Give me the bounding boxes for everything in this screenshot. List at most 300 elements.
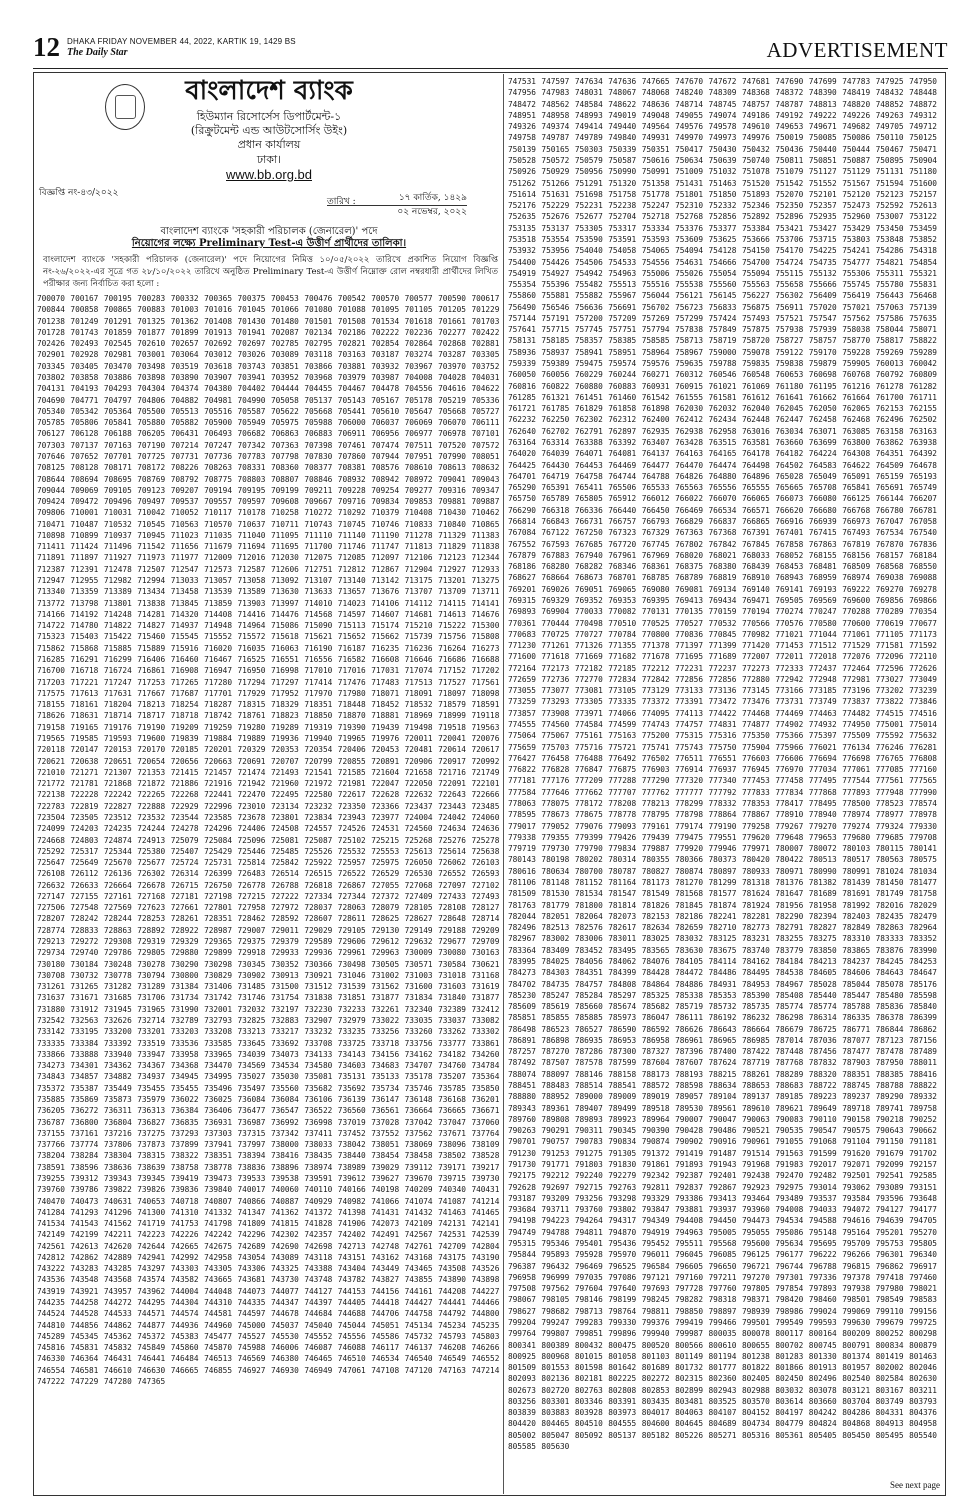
- roll-number: 750471: [909, 144, 937, 154]
- roll-number: 745134: [404, 1320, 433, 1330]
- roll-number: 788261: [741, 1069, 770, 1079]
- roll-number: 794008: [775, 1205, 804, 1215]
- roll-number: 767819: [842, 539, 871, 549]
- roll-number: 791068: [808, 1137, 837, 1147]
- roll-number: 795005: [708, 1227, 737, 1237]
- roll-number: 729011: [270, 925, 299, 935]
- roll-number: 760768: [842, 370, 871, 380]
- roll-number: 738528: [471, 1151, 500, 1161]
- roll-number: 734857: [70, 1072, 99, 1082]
- roll-number: 749712: [909, 122, 937, 132]
- roll-number: 754556: [641, 257, 670, 267]
- roll-number: 728714: [471, 914, 500, 924]
- roll-number: 702697: [237, 339, 266, 349]
- roll-number: 732793: [204, 1016, 232, 1025]
- roll-number: 716724: [103, 666, 132, 676]
- roll-number: 755482: [574, 280, 603, 290]
- roll-number: 768785: [641, 573, 670, 583]
- roll-number: 765506: [608, 483, 637, 493]
- roll-number: 729029: [304, 925, 333, 935]
- roll-number: 717631: [103, 688, 132, 698]
- roll-number: 784864: [641, 979, 670, 989]
- roll-number: 770361: [508, 618, 536, 628]
- roll-number: 738454: [371, 1151, 400, 1161]
- roll-number: 777160: [909, 765, 937, 775]
- roll-number: 754150: [741, 246, 770, 256]
- roll-number: 728105: [404, 903, 433, 913]
- roll-number: 750417: [675, 144, 703, 154]
- website-link[interactable]: www.bb.org.bd: [226, 167, 312, 182]
- roll-number: 788289: [775, 1069, 804, 1079]
- roll-number: 799593: [808, 1317, 837, 1327]
- roll-number: 776606: [775, 753, 804, 763]
- roll-number: 740807: [204, 1196, 232, 1206]
- roll-number: 797562: [541, 1284, 570, 1294]
- roll-number: 781318: [741, 877, 770, 887]
- roll-number: 754128: [708, 246, 737, 256]
- roll-number: 713801: [103, 598, 132, 608]
- roll-number: 781624: [741, 889, 770, 899]
- roll-number: 776937: [708, 765, 737, 775]
- roll-number: 761216: [842, 381, 871, 391]
- roll-number: 757635: [909, 313, 937, 323]
- roll-number: 783865: [842, 945, 871, 955]
- roll-number: 745556: [337, 1331, 366, 1341]
- roll-number: 793209: [541, 1193, 570, 1203]
- roll-number: 742620: [103, 1241, 132, 1251]
- roll-number: 745732: [404, 1331, 433, 1341]
- roll-number: 701238: [37, 316, 65, 326]
- roll-number: 704981: [204, 395, 232, 405]
- roll-number: 750436: [775, 144, 804, 154]
- roll-number: 778977: [875, 810, 904, 820]
- roll-number: 746117: [371, 1343, 400, 1353]
- roll-number: 788011: [909, 1058, 937, 1068]
- roll-number: 740653: [137, 1196, 166, 1206]
- roll-number: 758185: [541, 336, 570, 346]
- roll-number: 732412: [471, 1004, 500, 1014]
- roll-number: 757200: [574, 313, 603, 323]
- roll-number: 744684: [304, 1309, 333, 1319]
- roll-number: 725102: [337, 835, 366, 845]
- roll-number: 729805: [137, 948, 166, 958]
- roll-number: 708128: [70, 463, 99, 473]
- roll-number: 786111: [675, 1013, 703, 1023]
- roll-number: 702868: [438, 339, 466, 349]
- roll-number: 765049: [808, 471, 837, 481]
- roll-number: 716908: [170, 666, 199, 676]
- roll-number: 799204: [508, 1317, 536, 1327]
- roll-number: 789223: [808, 1092, 837, 1102]
- roll-number: 782290: [775, 911, 804, 921]
- roll-number: 771044: [808, 629, 837, 639]
- roll-number: 793847: [641, 1205, 670, 1215]
- roll-number: 798146: [574, 1295, 603, 1305]
- roll-number: 768052: [775, 550, 804, 560]
- roll-number: 779946: [708, 844, 737, 854]
- roll-number: 772011: [775, 652, 804, 662]
- roll-number: 783310: [842, 934, 871, 944]
- roll-number: 756419: [842, 291, 871, 301]
- roll-number: 721010: [37, 767, 65, 777]
- roll-number: 727548: [70, 903, 99, 913]
- roll-number: 770600: [842, 618, 871, 628]
- roll-number: 786626: [675, 1024, 703, 1034]
- roll-number: 737671: [438, 1128, 466, 1138]
- roll-number: 700195: [103, 294, 132, 303]
- roll-number: 773259: [508, 697, 536, 707]
- roll-number: 733195: [70, 1027, 99, 1037]
- roll-number: 778299: [675, 799, 703, 808]
- roll-number: 746665: [170, 1365, 199, 1375]
- roll-number: 769026: [541, 584, 570, 594]
- roll-number: 733947: [137, 1049, 166, 1059]
- roll-number: 767720: [608, 539, 637, 549]
- roll-number: 746610: [103, 1365, 132, 1375]
- roll-number: 767363: [675, 528, 703, 538]
- roll-number: 775750: [708, 742, 737, 752]
- roll-number: 744466: [471, 1298, 500, 1308]
- roll-number: 757424: [708, 313, 737, 323]
- roll-number: 736084: [237, 1094, 266, 1104]
- roll-number: 786643: [708, 1024, 737, 1034]
- roll-number: 776694: [808, 753, 837, 763]
- roll-number: 781992: [842, 900, 871, 910]
- roll-number: 720614: [438, 745, 466, 755]
- roll-number: 775659: [508, 742, 536, 752]
- roll-number: 731834: [404, 993, 433, 1003]
- roll-number: 780115: [875, 844, 904, 854]
- roll-number: 778864: [708, 810, 737, 820]
- roll-number: 715756: [438, 632, 466, 642]
- roll-number: 734367: [137, 1061, 166, 1071]
- roll-number: 720406: [337, 745, 366, 755]
- roll-number: 740209: [404, 1185, 433, 1195]
- roll-number: 714106: [371, 598, 400, 608]
- roll-number: 716285: [37, 655, 65, 664]
- roll-number: 749312: [909, 110, 937, 120]
- roll-number: 788146: [574, 1069, 603, 1079]
- roll-number: 734569: [237, 1061, 266, 1071]
- roll-number: 746441: [137, 1354, 166, 1364]
- roll-number: 737941: [204, 1140, 232, 1150]
- roll-number: 749976: [741, 133, 770, 143]
- roll-number: 784643: [875, 968, 904, 978]
- roll-number: 795086: [775, 1227, 804, 1237]
- roll-number: 743748: [304, 1275, 333, 1285]
- roll-number: 783364: [508, 945, 536, 955]
- roll-number: 762040: [741, 404, 770, 414]
- roll-number: 763034: [775, 426, 804, 436]
- roll-number: 792763: [608, 1182, 637, 1192]
- roll-number: 751129: [842, 167, 871, 177]
- roll-number: 762045: [775, 404, 804, 414]
- roll-number: 775743: [675, 742, 703, 752]
- roll-number: 796525: [608, 1261, 637, 1271]
- roll-number: 715621: [304, 632, 333, 642]
- roll-number: 787300: [608, 1047, 637, 1057]
- roll-number: 773908: [541, 708, 570, 718]
- roll-number: 720185: [170, 745, 199, 755]
- roll-number: 750579: [574, 155, 603, 165]
- roll-number: 769141: [775, 584, 804, 594]
- roll-number: 745289: [37, 1331, 65, 1341]
- roll-number: 726112: [70, 869, 99, 879]
- roll-number: 729272: [70, 937, 99, 947]
- roll-number: 738351: [204, 1151, 232, 1161]
- roll-number: 703064: [170, 350, 199, 360]
- roll-number: 772273: [741, 663, 770, 673]
- roll-number: 728253: [137, 914, 166, 924]
- roll-number: 753377: [708, 223, 737, 233]
- roll-number: 710042: [137, 508, 166, 518]
- roll-number: 720656: [170, 756, 199, 766]
- roll-number: 769893: [508, 607, 536, 617]
- roll-number: 745345: [70, 1331, 99, 1341]
- roll-number: 735207: [438, 1072, 466, 1082]
- roll-number: 730800: [170, 970, 199, 980]
- roll-number: 782241: [708, 911, 737, 921]
- roll-number: 769315: [508, 595, 536, 605]
- roll-number: 785447: [842, 990, 871, 1000]
- roll-number: 799156: [909, 1306, 937, 1316]
- roll-number: 728244: [103, 914, 132, 924]
- roll-number: 722632: [404, 790, 433, 800]
- roll-number: 723134: [270, 801, 299, 811]
- roll-number: 733725: [337, 1038, 366, 1048]
- roll-number: 734945: [170, 1072, 199, 1082]
- roll-number: 731003: [404, 970, 433, 980]
- roll-number: 751801: [675, 189, 703, 199]
- roll-number: 793413: [708, 1193, 737, 1203]
- roll-number: 716686: [438, 655, 466, 664]
- roll-number: 772948: [808, 674, 837, 684]
- roll-number: 725647: [37, 858, 65, 868]
- roll-number: 743285: [103, 1264, 132, 1274]
- roll-number: 803167: [875, 1385, 904, 1395]
- roll-number: 737774: [70, 1140, 99, 1150]
- roll-number: 761021: [708, 381, 737, 391]
- roll-number: 731840: [438, 993, 466, 1003]
- roll-number: 731742: [204, 993, 232, 1003]
- roll-number: 752856: [708, 212, 737, 222]
- wing-name: (রিক্রুটমেন্ট এন্ড আউটসোর্সিং উইং): [190, 124, 348, 137]
- roll-number: 738778: [204, 1162, 232, 1172]
- roll-number: 736272: [70, 1106, 99, 1116]
- roll-number: 791599: [808, 1148, 837, 1158]
- roll-number: 703618: [204, 361, 232, 371]
- roll-number: 751614: [508, 189, 536, 199]
- roll-number: 709044: [37, 485, 65, 495]
- roll-number: 767084: [508, 528, 536, 538]
- roll-number: 803391: [608, 1396, 637, 1406]
- roll-number: 784245: [875, 956, 904, 966]
- roll-number: 735455: [137, 1083, 166, 1093]
- roll-number: 800252: [875, 1329, 904, 1339]
- roll-number: 763515: [708, 438, 737, 447]
- roll-number: 769856: [875, 595, 904, 605]
- roll-number: 737766: [37, 1140, 65, 1150]
- see-next-page: See next page: [890, 1480, 940, 1490]
- roll-number: 801866: [775, 1363, 804, 1373]
- roll-number: 742131: [438, 1219, 466, 1229]
- roll-number: 748068: [641, 88, 670, 98]
- roll-number: 790757: [541, 1137, 570, 1147]
- roll-number: 758951: [608, 347, 637, 357]
- date-label: তারিখ :: [327, 197, 356, 207]
- roll-number: 786965: [708, 1035, 737, 1045]
- roll-number: 746552: [471, 1354, 500, 1364]
- roll-number: 702901: [37, 350, 65, 360]
- roll-number: 733861: [471, 1038, 500, 1048]
- roll-number: 713201: [438, 576, 466, 586]
- roll-number: 718969: [404, 711, 433, 721]
- roll-number: 738304: [103, 1151, 132, 1161]
- roll-number: 767058: [909, 516, 937, 526]
- roll-number: 782634: [641, 923, 670, 933]
- roll-number: 754318: [909, 246, 937, 256]
- roll-number: 743568: [103, 1275, 132, 1285]
- roll-number: 723505: [70, 812, 99, 822]
- roll-number: 716299: [103, 655, 132, 664]
- roll-number: 785480: [875, 990, 904, 1000]
- roll-number: 703752: [471, 361, 500, 371]
- roll-number: 742357: [304, 1230, 333, 1240]
- roll-number: 760653: [775, 370, 804, 380]
- roll-number: 783006: [574, 934, 603, 944]
- roll-number: 804734: [741, 1419, 770, 1429]
- roll-number: 743222: [37, 1264, 65, 1274]
- roll-number: 729880: [170, 948, 199, 958]
- roll-number: 706956: [371, 429, 400, 439]
- roll-number: 743388: [304, 1264, 333, 1274]
- roll-number: 703345: [37, 361, 65, 371]
- roll-number: 701534: [371, 316, 400, 326]
- roll-number: 708172: [137, 463, 166, 473]
- date-bangla: ১৭ কার্তিক, ১৪২৯: [327, 192, 467, 206]
- roll-number: 797378: [842, 1272, 871, 1282]
- roll-number: 702821: [337, 339, 366, 349]
- roll-number: 798549: [875, 1295, 904, 1305]
- roll-number: 805047: [541, 1430, 570, 1440]
- roll-number: 743827: [371, 1275, 400, 1285]
- roll-number: 709497: [137, 497, 166, 507]
- roll-number: 750086: [842, 133, 871, 143]
- roll-number: 793386: [675, 1193, 703, 1203]
- subject-line-2: নিয়োগের লক্ষ্যে Preliminary Test-এ উত্তীর্ণ প্রার্থীদের তালিকা।: [131, 238, 407, 249]
- roll-number: 741465: [471, 1207, 500, 1217]
- roll-number: 797160: [675, 1272, 703, 1282]
- roll-number: 733519: [137, 1038, 166, 1048]
- roll-number: 711927: [103, 553, 132, 563]
- roll-number: 729786: [103, 948, 132, 958]
- roll-number: 751520: [741, 178, 770, 188]
- roll-number: 703967: [404, 361, 433, 371]
- roll-number: 736671: [471, 1106, 500, 1116]
- roll-number: 749671: [808, 122, 837, 132]
- roll-number: 744441: [438, 1298, 466, 1308]
- roll-number: 766837: [708, 516, 737, 526]
- roll-number: 752613: [909, 201, 937, 211]
- roll-number: 703970: [438, 361, 466, 371]
- roll-number: 770082: [608, 607, 637, 617]
- roll-number: 738591: [37, 1162, 65, 1172]
- roll-number: 720353: [270, 745, 299, 755]
- roll-number: 796862: [875, 1261, 904, 1271]
- roll-number: 789137: [741, 1092, 770, 1102]
- roll-number: 714408: [204, 609, 232, 619]
- roll-number: 793062: [842, 1182, 871, 1192]
- roll-number: 749973: [708, 133, 737, 143]
- roll-number: 753376: [675, 223, 703, 233]
- roll-number: 716718: [70, 666, 99, 676]
- roll-number: 802315: [675, 1374, 703, 1384]
- roll-number: 706205: [137, 429, 166, 439]
- roll-number: 783495: [608, 945, 637, 955]
- roll-number: 779338: [508, 832, 536, 842]
- roll-number: 740340: [438, 1185, 466, 1195]
- roll-number: 789923: [608, 1114, 637, 1124]
- roll-number: 712097: [371, 553, 400, 563]
- roll-number: 783352: [909, 934, 937, 944]
- roll-number: 773731: [775, 697, 804, 707]
- roll-number: 800389: [541, 1340, 570, 1350]
- roll-number: 802988: [741, 1385, 770, 1395]
- roll-number: 754094: [675, 246, 703, 256]
- roll-number: 791679: [875, 1148, 904, 1158]
- roll-number: 793684: [508, 1205, 536, 1215]
- roll-number: 802899: [675, 1385, 703, 1395]
- roll-number: 746380: [270, 1354, 299, 1364]
- roll-number: 751079: [775, 167, 804, 177]
- roll-number: 773055: [508, 686, 536, 696]
- roll-number: 741906: [337, 1219, 366, 1229]
- roll-number: 791620: [842, 1148, 871, 1158]
- roll-number: 788193: [675, 1069, 703, 1079]
- roll-number: 777893: [842, 787, 871, 797]
- roll-number: 793537: [808, 1193, 837, 1203]
- roll-number: 766469: [675, 505, 703, 515]
- roll-number: 787448: [775, 1047, 804, 1057]
- roll-number: 803973: [608, 1408, 637, 1418]
- roll-number: 707951: [404, 451, 433, 461]
- roll-number: 802808: [608, 1385, 637, 1395]
- roll-number: 803839: [508, 1408, 536, 1418]
- roll-number: 744706: [371, 1309, 400, 1319]
- roll-number: 791771: [541, 1160, 570, 1169]
- roll-number: 736787: [37, 1117, 65, 1127]
- roll-number: 776903: [641, 765, 670, 775]
- roll-number: 738204: [37, 1151, 65, 1161]
- roll-number: 798460: [808, 1295, 837, 1305]
- roll-number: 736992: [270, 1117, 299, 1127]
- roll-number: 708576: [371, 463, 400, 473]
- roll-number: 801238: [741, 1351, 770, 1361]
- roll-number: 727181: [170, 891, 199, 901]
- roll-number: 763164: [508, 438, 536, 447]
- roll-number: 743782: [337, 1275, 366, 1285]
- roll-number: 781450: [875, 877, 904, 887]
- roll-number: 767845: [741, 539, 770, 549]
- roll-number: 804063: [675, 1408, 703, 1418]
- roll-number: 782435: [875, 911, 904, 921]
- roll-number: 749222: [808, 110, 837, 120]
- roll-number: 777868: [808, 787, 837, 797]
- roll-number: 776875: [608, 765, 637, 775]
- roll-number: 748368: [741, 88, 770, 98]
- roll-number: 792975: [775, 1182, 804, 1192]
- roll-number: 736560: [337, 1106, 366, 1116]
